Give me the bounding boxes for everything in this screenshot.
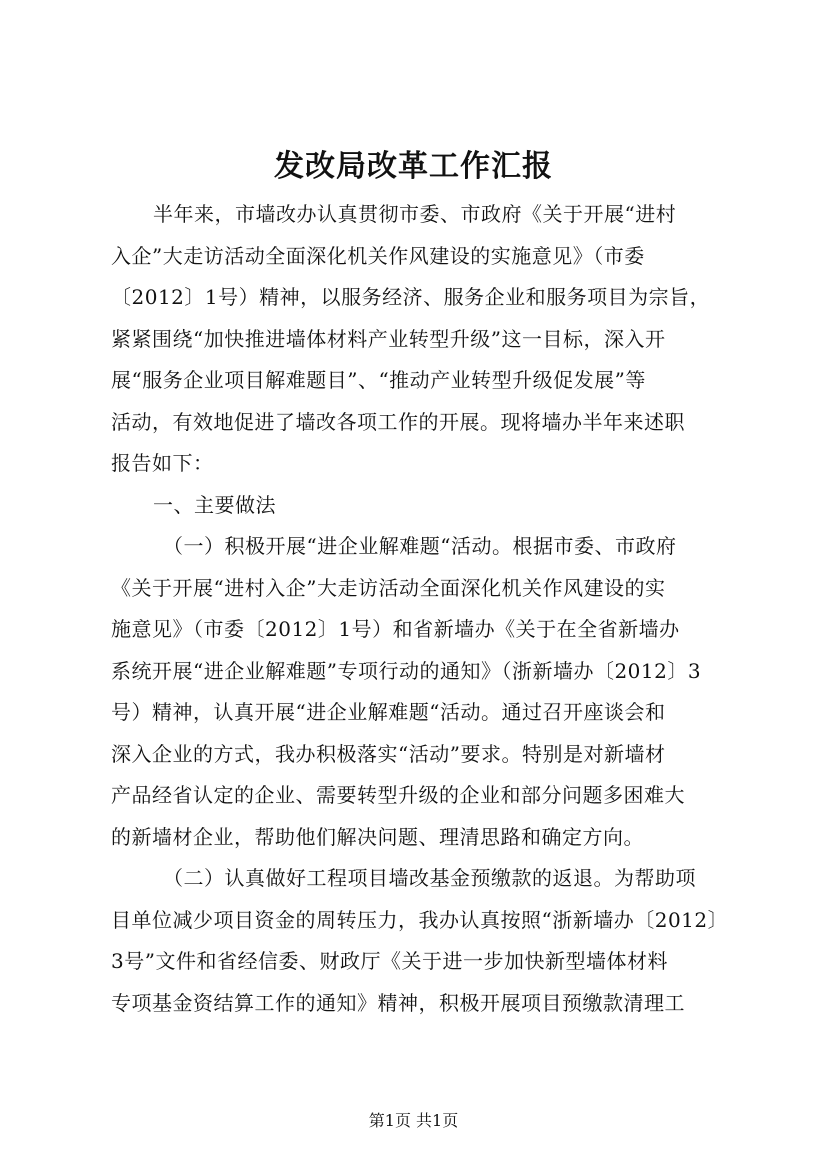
body-line: 产品经省认定的企业、需要转型升级的企业和部分问题多困难大	[111, 783, 685, 807]
body-line: 活动，有效地促进了墙改各项工作的开展。现将墙办半年来述职	[111, 409, 685, 434]
body-line: 专项基金资结算工作的通知》精神，积极开展项目预缴款清理工	[111, 990, 685, 1015]
body-line: 《关于开展“进村入企”大走访活动全面深化机关作风建设的实	[111, 575, 666, 600]
page-footer: 第1页 共1页	[368, 1111, 459, 1130]
document-body	[111, 194, 731, 1024]
body-line: 入企”大走访活动全面深化机关作风建设的实施意见》（市委	[111, 243, 645, 268]
body-line: 展“服务企业项目解难题目”、“推动产业转型升级促发展”等	[111, 368, 646, 392]
body-line: 施意见》（市委〔2012〕1号）和省新墙办《关于在全省新墙办	[111, 617, 680, 641]
body-line: 报告如下：	[111, 451, 214, 475]
section-heading: 一、主要做法	[153, 492, 276, 517]
body-line: 系统开展“进企业解难题”专项行动的通知》（浙新墙办〔2012〕3	[111, 658, 702, 683]
body-line: 紧紧围绕“加快推进墙体材料产业转型升级”这一目标，深入开	[111, 326, 666, 351]
body-line: 目单位减少项目资金的周转压力，我办认真按照“浙新墙办〔2012〕	[111, 907, 729, 932]
body-line: 3号”文件和省经信委、财政厅《关于进一步加快新型墙体材料	[111, 949, 668, 973]
body-line: 〔2012〕1号）精神，以服务经济、服务企业和服务项目为宗旨，	[111, 285, 711, 309]
body-line: 深入企业的方式，我办积极落实“活动”要求。特别是对新墙材	[111, 741, 666, 766]
body-line: （一）积极开展“进企业解难题“活动。根据市委、市政府	[163, 534, 677, 558]
body-line: 号）精神，认真开展“进企业解难题“活动。通过召开座谈会和	[111, 700, 666, 724]
body-line: （二）认真做好工程项目墙改基金预缴款的返退。为帮助项	[163, 866, 696, 890]
body-line: 的新墙材企业，帮助他们解决问题、理清思路和确定方向。	[111, 824, 644, 849]
body-line: 半年来，市墙改办认真贯彻市委、市政府《关于开展“进村	[153, 202, 677, 226]
document-title: 发改局改革工作汇报	[274, 149, 553, 184]
